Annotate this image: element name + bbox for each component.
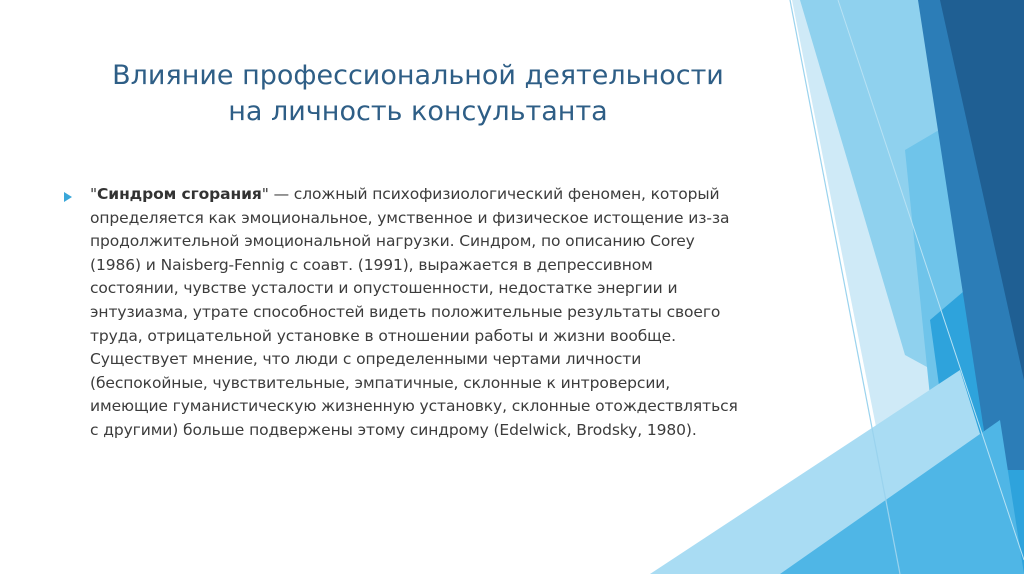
title-line-1: Влияние профессиональной деятельности xyxy=(112,60,724,91)
term-bold: Синдром сгорания xyxy=(97,185,262,203)
page-title xyxy=(40,58,796,130)
body-text: — сложный психофизиологический феномен, который определяется как эмоциональное, умственное и физическое истощение из-за продолжительной эмоциональной нагрузки. Синдром, по описанию Corey (1986) и Naisberg-Fennig с соавт. (1991), выражается в депрессивном состоянии, чувстве усталости и опустошенности, недостатке энергии и энтузиазма, утрате способностей видеть положительные результаты своего труда, отрицательной установке в отношении работы и жизни вообще. Существует мнение, что люди с определенными чертами личности (беспокойные, чувствительные, эмпатичные, склонные к интроверсии, имеющие гуманистическую жизненную установку, склонные отождествляться с другими) больше подвержены этому синдрому (Edelwick, Brodsky, 1980). xyxy=(90,185,738,439)
title-line-2: на личность консультанта xyxy=(228,96,608,127)
body-paragraph xyxy=(90,183,738,443)
quote-open: " xyxy=(90,185,98,203)
bullet-arrow-icon xyxy=(64,192,72,202)
quote-close: " xyxy=(261,185,269,203)
